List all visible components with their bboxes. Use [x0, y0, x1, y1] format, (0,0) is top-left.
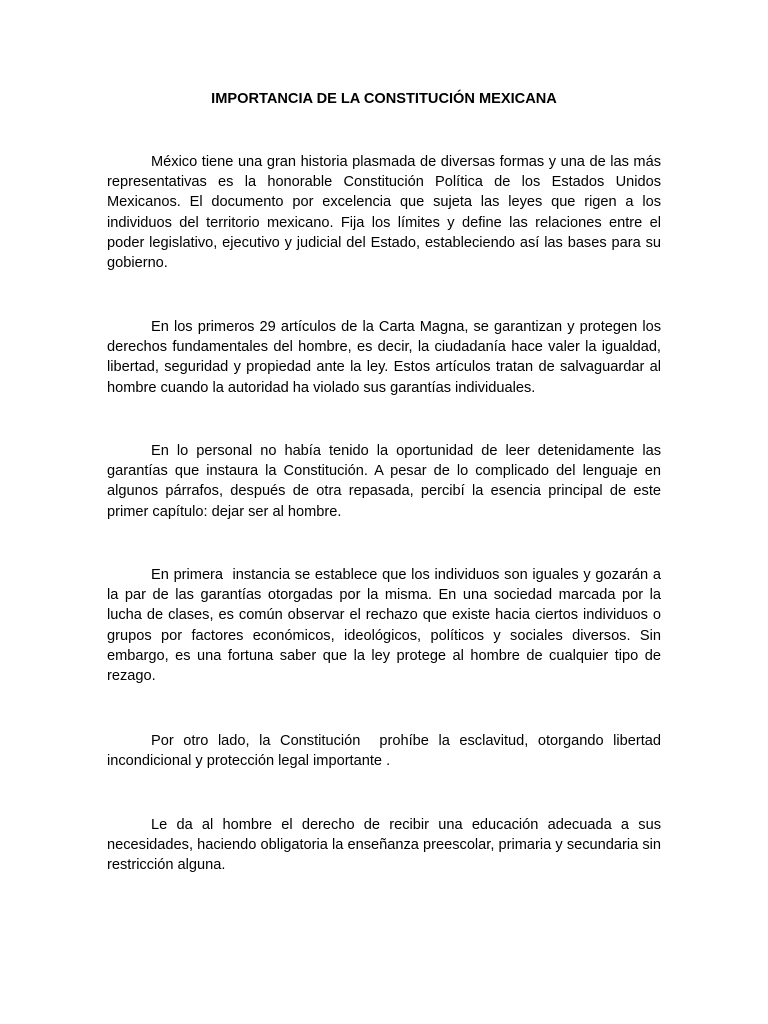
- paragraph-5: Por otro lado, la Constitución prohíbe la esclavitud, otorgando libertad incondicional y protección legal importante .: [107, 733, 666, 770]
- paragraph-1: México tiene una gran historia plasmada de diversas formas y una de las más representativas es la honorable Constitución Política de los Estados Unidos Mexicanos. El documento por excelencia que sujeta las leyes que rigen a los individuos del territorio mexicano. Fija los límites y define las relaciones entre el poder legislativo, ejecutivo y judicial del Estado, estableciendo así las bases para su gobierno.: [107, 154, 666, 272]
- paragraph-4: En primera instancia se establece que los individuos son iguales y gozarán a la par de las garantías otorgadas por la misma. En una sociedad marcada por la lucha de clases, es común observar el rechazo que existe hacia ciertos individuos o grupos por factores económicos, ideológicos, políticos y sociales diversos. Sin embargo, es una fortuna saber que la ley protege al hombre de cualquier tipo de rezago.: [107, 567, 666, 685]
- paragraph-3: En lo personal no había tenido la oportunidad de leer detenidamente las garantías que instaura la Constitución. A pesar de lo complicado del lenguaje en algunos párrafos, después de otra repasada, percibí la esencia principal de este primer capítulo: dejar ser al hombre.: [107, 443, 666, 520]
- paragraph-2: En los primeros 29 artículos de la Carta Magna, se garantizan y protegen los derechos fundamentales del hombre, es decir, la ciudadanía hace valer la igualdad, libertad, seguridad y propiedad ante la ley. Estos artículos tratan de salvaguardar al hombre cuando la autoridad ha violado sus garantías individuales.: [107, 319, 666, 396]
- paragraph-6: Le da al hombre el derecho de recibir una educación adecuada a sus necesidades, haciendo obligatoria la enseñanza preescolar, primaria y secundaria sin restricción alguna.: [107, 817, 666, 874]
- document-title: IMPORTANCIA DE LA CONSTITUCIÓN MEXICANA: [211, 91, 557, 107]
